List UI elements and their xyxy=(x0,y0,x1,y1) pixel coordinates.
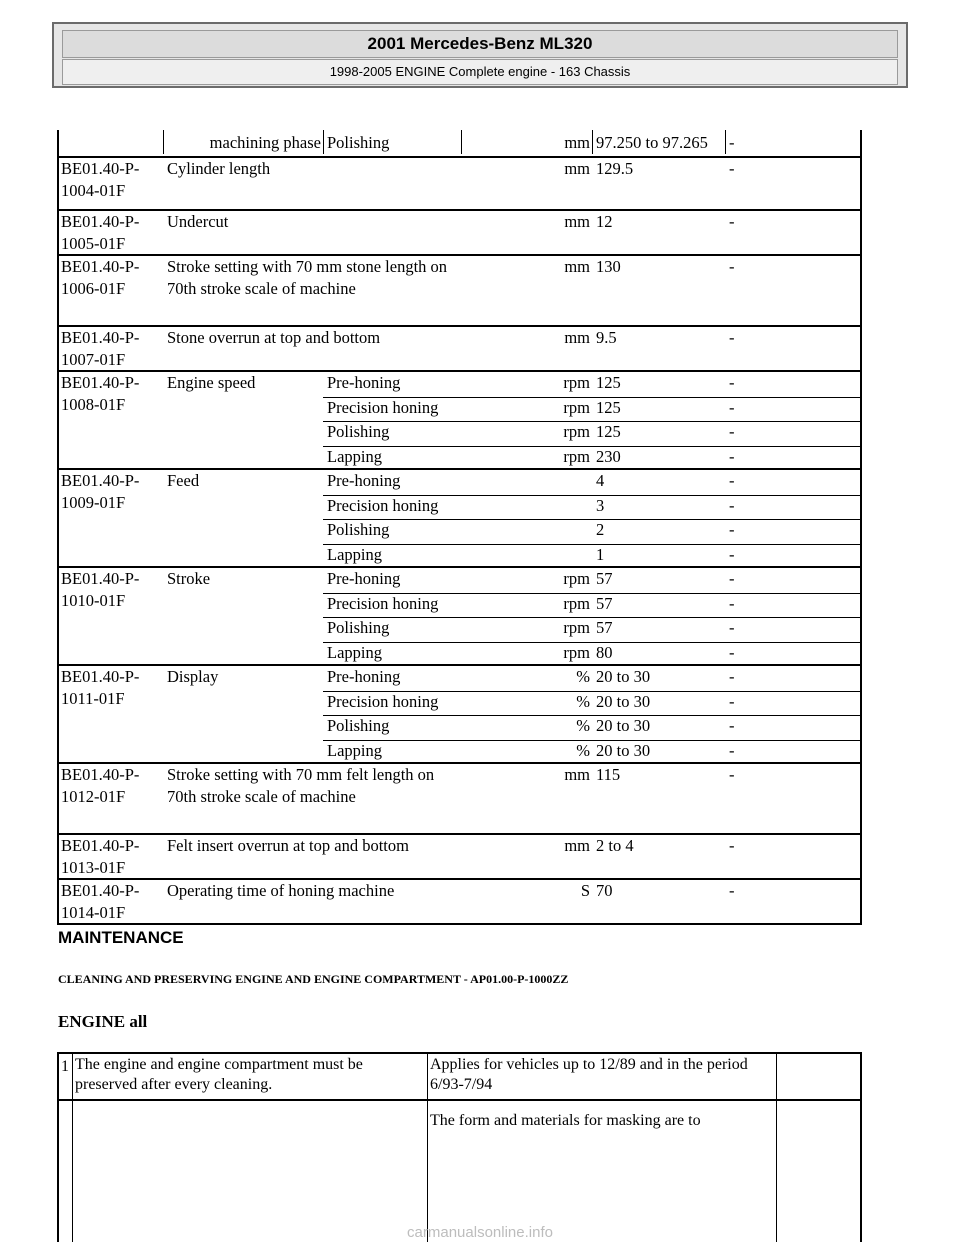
operation: Pre-honing xyxy=(327,373,401,392)
item-description: Operating time of honing machine xyxy=(167,881,395,900)
watermark: carmanualsonline.info xyxy=(407,1224,553,1241)
value: 20 to 30 xyxy=(596,691,651,711)
value: 1 xyxy=(596,544,605,564)
document-header xyxy=(52,22,908,88)
unit: % xyxy=(576,691,590,711)
extra-value: - xyxy=(729,642,735,662)
extra-value: - xyxy=(729,740,735,760)
value: 57 xyxy=(596,593,613,613)
engine-heading: ENGINE all xyxy=(58,1012,148,1031)
unit: rpm xyxy=(563,642,590,662)
extra-value: - xyxy=(729,765,735,784)
operation: Polishing xyxy=(327,520,390,539)
item-id: BE01.40-P-1014-01F xyxy=(61,881,140,922)
extra-value: - xyxy=(729,544,735,564)
value: 97.250 to 97.265 xyxy=(596,133,708,152)
item-id: BE01.40-P-1012-01F xyxy=(61,765,140,806)
unit: mm xyxy=(564,328,590,347)
extra-value: - xyxy=(729,593,735,613)
operation: Precision honing xyxy=(327,593,439,613)
value: 57 xyxy=(596,569,613,588)
item-description: Stroke xyxy=(167,569,211,588)
item-id: BE01.40-P-1007-01F xyxy=(61,328,140,369)
step-text: The engine and engine compartment must be preserved after every cleaning. xyxy=(75,1056,363,1093)
extra-value: - xyxy=(729,446,735,466)
table-right-border xyxy=(860,130,862,925)
document-subtitle: 1998-2005 ENGINE Complete engine - 163 Chassis xyxy=(62,59,898,85)
maint-col-rule xyxy=(427,1052,428,1242)
item-description: Felt insert overrun at top and bottom xyxy=(167,836,409,855)
value: 129.5 xyxy=(596,159,634,178)
extra-value: - xyxy=(729,836,735,855)
extra-value: - xyxy=(729,328,735,347)
maint-col-rule xyxy=(72,1052,73,1242)
value: 115 xyxy=(596,765,621,784)
item-id: BE01.40-P-1009-01F xyxy=(61,471,140,512)
item-description: Display xyxy=(167,667,219,686)
item-description: Engine speed xyxy=(167,373,256,392)
item-id: BE01.40-P-1006-01F xyxy=(61,257,140,298)
value: 130 xyxy=(596,257,621,276)
unit: rpm xyxy=(563,446,590,466)
unit: rpm xyxy=(563,569,590,588)
unit: mm xyxy=(564,133,590,152)
unit: rpm xyxy=(563,422,590,441)
extra-value: - xyxy=(729,691,735,711)
value: 125 xyxy=(596,397,621,417)
value: 9.5 xyxy=(596,328,617,347)
extra-value: - xyxy=(729,422,735,441)
unit: % xyxy=(576,667,590,686)
extra-value: - xyxy=(729,716,735,735)
operation: Precision honing xyxy=(327,397,439,417)
operation: Polishing xyxy=(327,716,390,735)
maint-left-border xyxy=(57,1052,59,1242)
extra-value: - xyxy=(729,471,735,490)
value: 20 to 30 xyxy=(596,740,651,760)
maintenance-heading: MAINTENANCE xyxy=(58,928,184,947)
table-left-border xyxy=(57,130,59,925)
operation: Lapping xyxy=(327,446,382,466)
cleaning-subheading: CLEANING AND PRESERVING ENGINE AND ENGINE COMPARTMENT - AP01.00-P-1000ZZ xyxy=(58,972,569,986)
maint-row-rule xyxy=(57,1099,862,1101)
col-rule xyxy=(163,130,164,154)
item-id: BE01.40-P-1008-01F xyxy=(61,373,140,414)
operation: Polishing xyxy=(327,618,390,637)
unit: mm xyxy=(564,212,590,231)
value: 3 xyxy=(596,495,605,515)
extra-value: - xyxy=(729,133,735,152)
extra-value: - xyxy=(729,159,735,178)
operation: Polishing xyxy=(327,133,390,152)
operation: Lapping xyxy=(327,740,382,760)
col-rule xyxy=(592,130,593,154)
unit: S xyxy=(580,881,590,900)
item-description: Cylinder length xyxy=(167,159,271,178)
value: 4 xyxy=(596,471,605,490)
extra-value: - xyxy=(729,212,735,231)
item-id: BE01.40-P-1013-01F xyxy=(61,836,140,877)
operation: Lapping xyxy=(327,544,382,564)
item-id: BE01.40-P-1010-01F xyxy=(61,569,140,610)
item-description: Feed xyxy=(167,471,200,490)
value: 57 xyxy=(596,618,613,637)
value: 20 to 30 xyxy=(596,716,651,735)
value: 80 xyxy=(596,642,613,662)
operation: Precision honing xyxy=(327,691,439,711)
unit: rpm xyxy=(563,373,590,392)
extra-value: - xyxy=(729,667,735,686)
col-rule xyxy=(725,130,726,154)
unit: rpm xyxy=(563,618,590,637)
item-description: Stroke setting with 70 mm felt length on 70th stroke scale of machine xyxy=(167,765,435,806)
operation: Pre-honing xyxy=(327,569,401,588)
step-number: 1 xyxy=(61,1058,69,1075)
item-description: machining phase xyxy=(209,133,321,152)
step-note: Applies for vehicles up to 12/89 and in the period 6/93-7/94 xyxy=(430,1056,748,1093)
item-description: Undercut xyxy=(167,212,229,231)
maint-col-rule xyxy=(776,1052,777,1242)
maint-right-border xyxy=(860,1052,862,1242)
operation: Precision honing xyxy=(327,495,439,515)
document-title: 2001 Mercedes-Benz ML320 xyxy=(62,30,898,58)
extra-value: - xyxy=(729,569,735,588)
item-id: BE01.40-P-1005-01F xyxy=(61,212,140,253)
extra-value: - xyxy=(729,881,735,900)
unit: mm xyxy=(564,836,590,855)
step-note: The form and materials for masking are to xyxy=(430,1112,701,1129)
value: 2 to 4 xyxy=(596,836,634,855)
value: 125 xyxy=(596,422,621,441)
table-bottom-rule xyxy=(57,923,862,925)
item-description: Stroke setting with 70 mm stone length on 70th stroke scale of machine xyxy=(167,257,448,298)
value: 2 xyxy=(596,520,605,539)
unit: % xyxy=(576,740,590,760)
value: 20 to 30 xyxy=(596,667,651,686)
unit: % xyxy=(576,716,590,735)
unit: mm xyxy=(564,257,590,276)
unit: rpm xyxy=(563,397,590,417)
unit: mm xyxy=(564,765,590,784)
extra-value: - xyxy=(729,520,735,539)
item-description: Stone overrun at top and bottom xyxy=(167,328,381,347)
extra-value: - xyxy=(729,397,735,417)
unit: mm xyxy=(564,159,590,178)
extra-value: - xyxy=(729,618,735,637)
col-rule xyxy=(461,130,462,154)
extra-value: - xyxy=(729,373,735,392)
extra-value: - xyxy=(729,257,735,276)
value: 12 xyxy=(596,212,613,231)
value: 125 xyxy=(596,373,621,392)
col-rule xyxy=(323,130,324,154)
operation: Lapping xyxy=(327,642,382,662)
maint-top-rule xyxy=(57,1052,862,1054)
operation: Pre-honing xyxy=(327,667,401,686)
item-id: BE01.40-P-1004-01F xyxy=(61,159,140,200)
value: 230 xyxy=(596,446,621,466)
item-id: BE01.40-P-1011-01F xyxy=(61,667,140,708)
extra-value: - xyxy=(729,495,735,515)
operation: Polishing xyxy=(327,422,390,441)
unit: rpm xyxy=(563,593,590,613)
operation: Pre-honing xyxy=(327,471,401,490)
value: 70 xyxy=(596,881,613,900)
